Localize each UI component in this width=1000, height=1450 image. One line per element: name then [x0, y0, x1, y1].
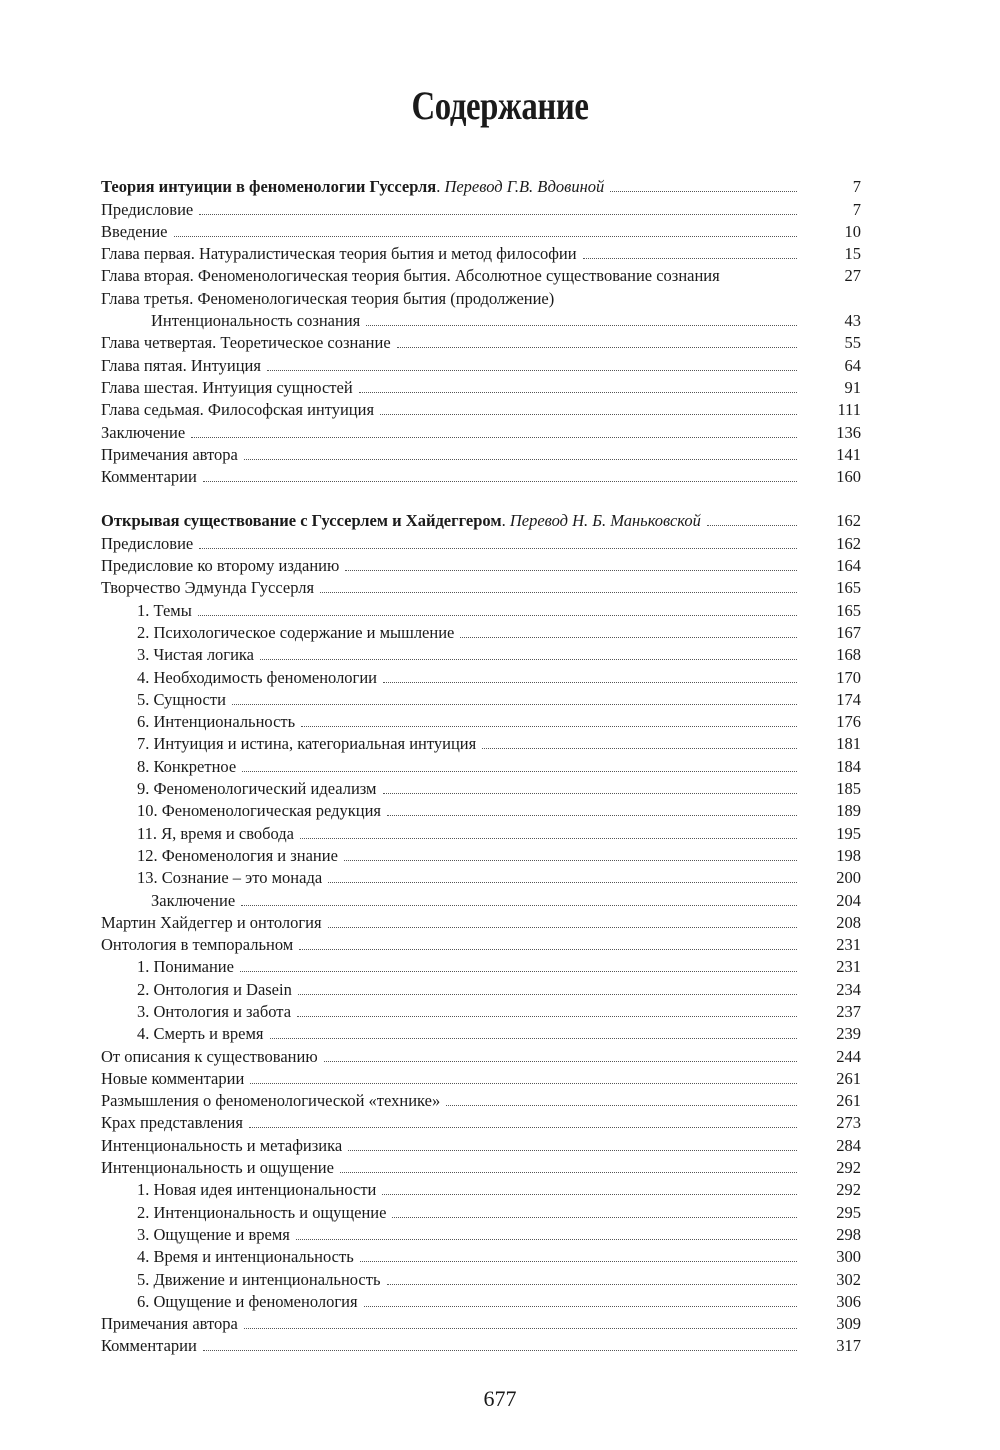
dot-leader	[203, 481, 797, 482]
dot-leader	[387, 815, 797, 816]
dot-leader	[383, 682, 797, 683]
dot-leader	[240, 971, 797, 972]
toc-entry-title: От описания к существованию	[101, 1046, 318, 1066]
toc-entry-page: 300	[836, 1247, 861, 1267]
toc-entry-page: 302	[836, 1269, 861, 1289]
toc-entry-page: 208	[836, 912, 861, 932]
toc-entry-page: 273	[836, 1113, 861, 1133]
toc-entry-page: 91	[844, 377, 861, 397]
toc-entry-page: 295	[836, 1202, 861, 1222]
toc-entry-title: Предисловие	[101, 533, 194, 553]
toc-entry	[101, 577, 861, 599]
dot-leader	[244, 459, 797, 460]
dot-leader	[707, 525, 797, 526]
dot-leader	[482, 748, 797, 749]
toc-entry-page: 292	[836, 1158, 861, 1178]
dot-leader	[232, 704, 797, 705]
toc-entry-page: 43	[844, 311, 861, 331]
dot-leader	[296, 1239, 797, 1240]
toc-entry-title: Комментарии	[101, 1336, 197, 1356]
toc-entry	[101, 198, 861, 220]
toc-entry-title: 13. Сознание – это монада	[137, 868, 323, 888]
toc-entry-title: 1. Темы	[137, 600, 192, 620]
dot-leader	[199, 214, 797, 215]
toc-entry	[101, 711, 861, 733]
toc-entry-title: 6. Интенциональность	[137, 712, 296, 732]
dot-leader	[460, 637, 797, 638]
toc-entry-title: Глава пятая. Интуиция	[101, 355, 261, 375]
toc-entry	[101, 1313, 861, 1335]
toc-entry-page: 231	[836, 935, 861, 955]
toc-entry	[101, 1179, 861, 1201]
toc-entry-page: 64	[844, 355, 861, 375]
dot-leader	[297, 1016, 797, 1017]
dot-leader	[249, 1127, 797, 1128]
toc-entry-title: Крах представления	[101, 1113, 243, 1133]
dot-leader	[583, 258, 797, 259]
toc-entry	[101, 176, 861, 198]
toc-entry-page: 261	[836, 1068, 861, 1088]
toc-entry	[101, 555, 861, 577]
dot-leader	[387, 1284, 798, 1285]
toc-entry-title: Заключение	[101, 422, 186, 442]
toc-entry	[101, 1246, 861, 1268]
toc-entry	[101, 532, 861, 554]
toc-entry	[101, 1090, 861, 1112]
toc-entry-page: 184	[836, 756, 861, 776]
toc-entry	[101, 934, 861, 956]
toc-entry-title: 12. Феноменология и знание	[137, 845, 338, 865]
dot-leader	[301, 726, 797, 727]
toc-entry	[101, 845, 861, 867]
toc-entry	[101, 287, 861, 309]
toc-entry	[101, 332, 861, 354]
dot-leader	[298, 994, 797, 995]
toc-entry	[101, 956, 861, 978]
toc-entry-title: Глава третья. Феноменологическая теория бытия (продолжение)	[101, 288, 555, 308]
toc-entry-title: Предисловие	[101, 199, 194, 219]
toc-entry	[101, 377, 861, 399]
title-separator: .	[501, 511, 510, 531]
toc-entry-page: 298	[836, 1224, 861, 1244]
toc-entry-title: 3. Онтология и забота	[137, 1001, 292, 1021]
dot-leader	[446, 1105, 797, 1106]
toc-entry-title: Интенциональность и ощущение	[101, 1158, 334, 1178]
toc-entry-title: 4. Время и интенциональность	[137, 1247, 354, 1267]
toc-entry-title: 5. Движение и интенциональность	[137, 1269, 381, 1289]
dot-leader	[241, 905, 797, 906]
toc-entry-page: 189	[836, 801, 861, 821]
toc-entry-title: Предисловие ко второму изданию	[101, 556, 340, 576]
toc-entry-title: 2. Интенциональность и ощущение	[137, 1202, 387, 1222]
toc-entry-title: Интенциональность и метафизика	[101, 1135, 343, 1155]
dot-leader	[300, 838, 797, 839]
toc-entry-title: Примечания автора	[101, 444, 238, 464]
toc-entry-title: Глава седьмая. Философская интуиция	[101, 400, 375, 420]
toc-entry	[101, 444, 861, 466]
toc-entry-title: 4. Необходимость феноменологии	[137, 667, 377, 687]
dot-leader	[199, 548, 797, 549]
toc-entry-title: 3. Чистая логика	[137, 645, 254, 665]
toc-entry-page: 27	[844, 266, 861, 286]
dot-leader	[267, 370, 797, 371]
toc-entry-title: 2. Онтология и Dasein	[137, 979, 292, 999]
toc-entry-title: Глава шестая. Интуиция сущностей	[101, 377, 353, 397]
toc-entry	[101, 644, 861, 666]
dot-leader	[348, 1150, 797, 1151]
toc-entry	[101, 510, 861, 532]
toc-entry	[101, 310, 861, 332]
dot-leader	[242, 771, 797, 772]
toc-entry	[101, 1291, 861, 1313]
toc-entry	[101, 354, 861, 376]
toc-entry-page: 231	[836, 957, 861, 977]
section-gap	[101, 488, 861, 510]
toc-entry	[101, 778, 861, 800]
toc-entry-page: 7	[852, 177, 861, 197]
toc-entry	[101, 1045, 861, 1067]
toc-entry-title: Новые комментарии	[101, 1068, 245, 1088]
toc-entry-page: 239	[836, 1024, 861, 1044]
toc-entry-title	[101, 510, 701, 532]
toc-entry-page: 167	[836, 622, 861, 642]
toc-entry-title: Онтология в темпоральном	[101, 935, 294, 955]
dot-leader	[382, 1194, 797, 1195]
dot-leader	[320, 592, 797, 593]
toc-entry-page: 168	[836, 645, 861, 665]
toc-entry	[101, 1201, 861, 1223]
toc-entry	[101, 867, 861, 889]
toc-entry-page: 181	[836, 734, 861, 754]
toc-entry-page: 185	[836, 779, 861, 799]
toc-entry-page: 234	[836, 979, 861, 999]
toc-entry	[101, 800, 861, 822]
dot-leader	[360, 1261, 797, 1262]
toc-entry-title: Интенциональность сознания	[151, 311, 361, 331]
toc-entry-title: Введение	[101, 221, 168, 241]
toc-entry-title: 1. Новая идея интенциональности	[137, 1180, 377, 1200]
title-separator: .	[436, 177, 445, 197]
toc-entry-title: Примечания автора	[101, 1314, 238, 1334]
toc-entry	[101, 1112, 861, 1134]
toc-entry	[101, 1134, 861, 1156]
toc-entry-page: 170	[836, 667, 861, 687]
toc-entry-title: 6. Ощущение и феноменология	[137, 1291, 358, 1311]
toc-entry	[101, 1335, 861, 1357]
toc-entry-page: 174	[836, 689, 861, 709]
toc-entry	[101, 599, 861, 621]
dot-leader	[392, 1217, 797, 1218]
toc-entry-title: Заключение	[151, 890, 236, 910]
dot-leader	[299, 949, 797, 950]
toc-entry	[101, 399, 861, 421]
toc-entry	[101, 912, 861, 934]
toc-entry-page: 195	[836, 823, 861, 843]
toc-entry-page: 198	[836, 845, 861, 865]
toc-entry-title: Глава четвертая. Теоретическое сознание	[101, 333, 391, 353]
toc-entry-page: 317	[836, 1336, 861, 1356]
toc-entry-page: 162	[836, 511, 861, 531]
dot-leader	[345, 570, 797, 571]
toc-entry	[101, 733, 861, 755]
toc-entry-title: 2. Психологическое содержание и мышление	[137, 622, 455, 642]
toc-entry	[101, 822, 861, 844]
toc-entry-page: 306	[836, 1291, 861, 1311]
dot-leader	[610, 191, 797, 192]
toc-entry	[101, 1268, 861, 1290]
toc-entry	[101, 1023, 861, 1045]
toc-entry-page: 165	[836, 600, 861, 620]
dot-leader	[244, 1328, 797, 1329]
toc-entry-page: 292	[836, 1180, 861, 1200]
dot-leader	[191, 437, 797, 438]
toc-entry-title: 1. Понимание	[137, 957, 234, 977]
dot-leader	[364, 1306, 797, 1307]
toc-entry	[101, 689, 861, 711]
toc-entry-page: 7	[852, 199, 861, 219]
work-title: Открывая существование с Гуссерлем и Хайдеггером	[101, 511, 502, 531]
dot-leader	[174, 236, 797, 237]
toc-entry	[101, 466, 861, 488]
work-title: Теория интуиции в феноменологии Гуссерля	[101, 177, 437, 197]
toc-entry-title: 7. Интуиция и истина, категориальная интуиция	[137, 734, 477, 754]
toc-entry	[101, 978, 861, 1000]
toc-entry	[101, 622, 861, 644]
toc-entry	[101, 1157, 861, 1179]
toc-entry-title: Размышления о феноменологической «технике»	[101, 1091, 441, 1111]
toc-entry-page: 284	[836, 1135, 861, 1155]
toc-entry	[101, 221, 861, 243]
toc-entry-page: 165	[836, 578, 861, 598]
toc-entry-page: 162	[836, 533, 861, 553]
toc-entry-title: 11. Я, время и свобода	[137, 823, 295, 843]
toc-entry	[101, 265, 861, 287]
toc-entry-title: 9. Феноменологический идеализм	[137, 779, 377, 799]
translator-credit: Перевод Н. Б. Маньковской	[509, 511, 701, 531]
dot-leader	[380, 414, 797, 415]
toc-entry-title: 5. Сущности	[137, 689, 226, 709]
toc-entry	[101, 1068, 861, 1090]
toc-entry-title: Глава первая. Натуралистическая теория бытия и метод философии	[101, 244, 577, 264]
toc-entry-page: 309	[836, 1314, 861, 1334]
dot-leader	[260, 659, 797, 660]
toc-entry-page: 261	[836, 1091, 861, 1111]
translator-credit: Перевод Г.В. Вдовиной	[444, 177, 605, 197]
table-of-contents	[101, 176, 861, 1357]
toc-entry-title: Глава вторая. Феноменологическая теория бытия. Абсолютное существование сознания	[101, 266, 720, 286]
toc-entry-page: 111	[837, 400, 861, 420]
toc-entry	[101, 666, 861, 688]
toc-entry-page: 244	[836, 1046, 861, 1066]
toc-entry-page: 204	[836, 890, 861, 910]
dot-leader	[340, 1172, 797, 1173]
toc-entry	[101, 889, 861, 911]
toc-entry-page: 200	[836, 868, 861, 888]
dot-leader	[250, 1083, 797, 1084]
toc-entry-page: 15	[844, 244, 861, 264]
toc-entry	[101, 755, 861, 777]
dot-leader	[328, 882, 797, 883]
dot-leader	[397, 347, 797, 348]
toc-entry-title: 4. Смерть и время	[137, 1024, 264, 1044]
dot-leader	[366, 325, 797, 326]
toc-entry-page: 136	[836, 422, 861, 442]
toc-entry-title: 8. Конкретное	[137, 756, 237, 776]
toc-entry-page: 176	[836, 712, 861, 732]
toc-entry-page: 141	[836, 444, 861, 464]
toc-entry	[101, 421, 861, 443]
dot-leader	[328, 927, 797, 928]
dot-leader	[344, 860, 797, 861]
dot-leader	[383, 793, 798, 794]
toc-entry	[101, 1001, 861, 1023]
toc-entry-title	[101, 176, 604, 198]
toc-entry-page: 55	[844, 333, 861, 353]
toc-entry-page: 164	[836, 556, 861, 576]
toc-entry-page: 10	[844, 221, 861, 241]
toc-entry-page: 160	[836, 467, 861, 487]
toc-entry-page: 237	[836, 1001, 861, 1021]
toc-entry	[101, 243, 861, 265]
toc-entry	[101, 1224, 861, 1246]
dot-leader	[359, 392, 797, 393]
toc-entry-title: Комментарии	[101, 467, 197, 487]
dot-leader	[203, 1350, 797, 1351]
toc-entry-title: 10. Феноменологическая редукция	[137, 801, 382, 821]
toc-entry-title: 3. Ощущение и время	[137, 1224, 290, 1244]
dot-leader	[198, 615, 797, 616]
dot-leader	[270, 1038, 797, 1039]
toc-entry-title: Творчество Эдмунда Гуссерля	[101, 578, 315, 598]
page-number: 677	[483, 1386, 517, 1411]
page-title: Содержание	[411, 83, 589, 128]
dot-leader	[324, 1061, 797, 1062]
toc-entry-title: Мартин Хайдеггер и онтология	[101, 912, 322, 932]
